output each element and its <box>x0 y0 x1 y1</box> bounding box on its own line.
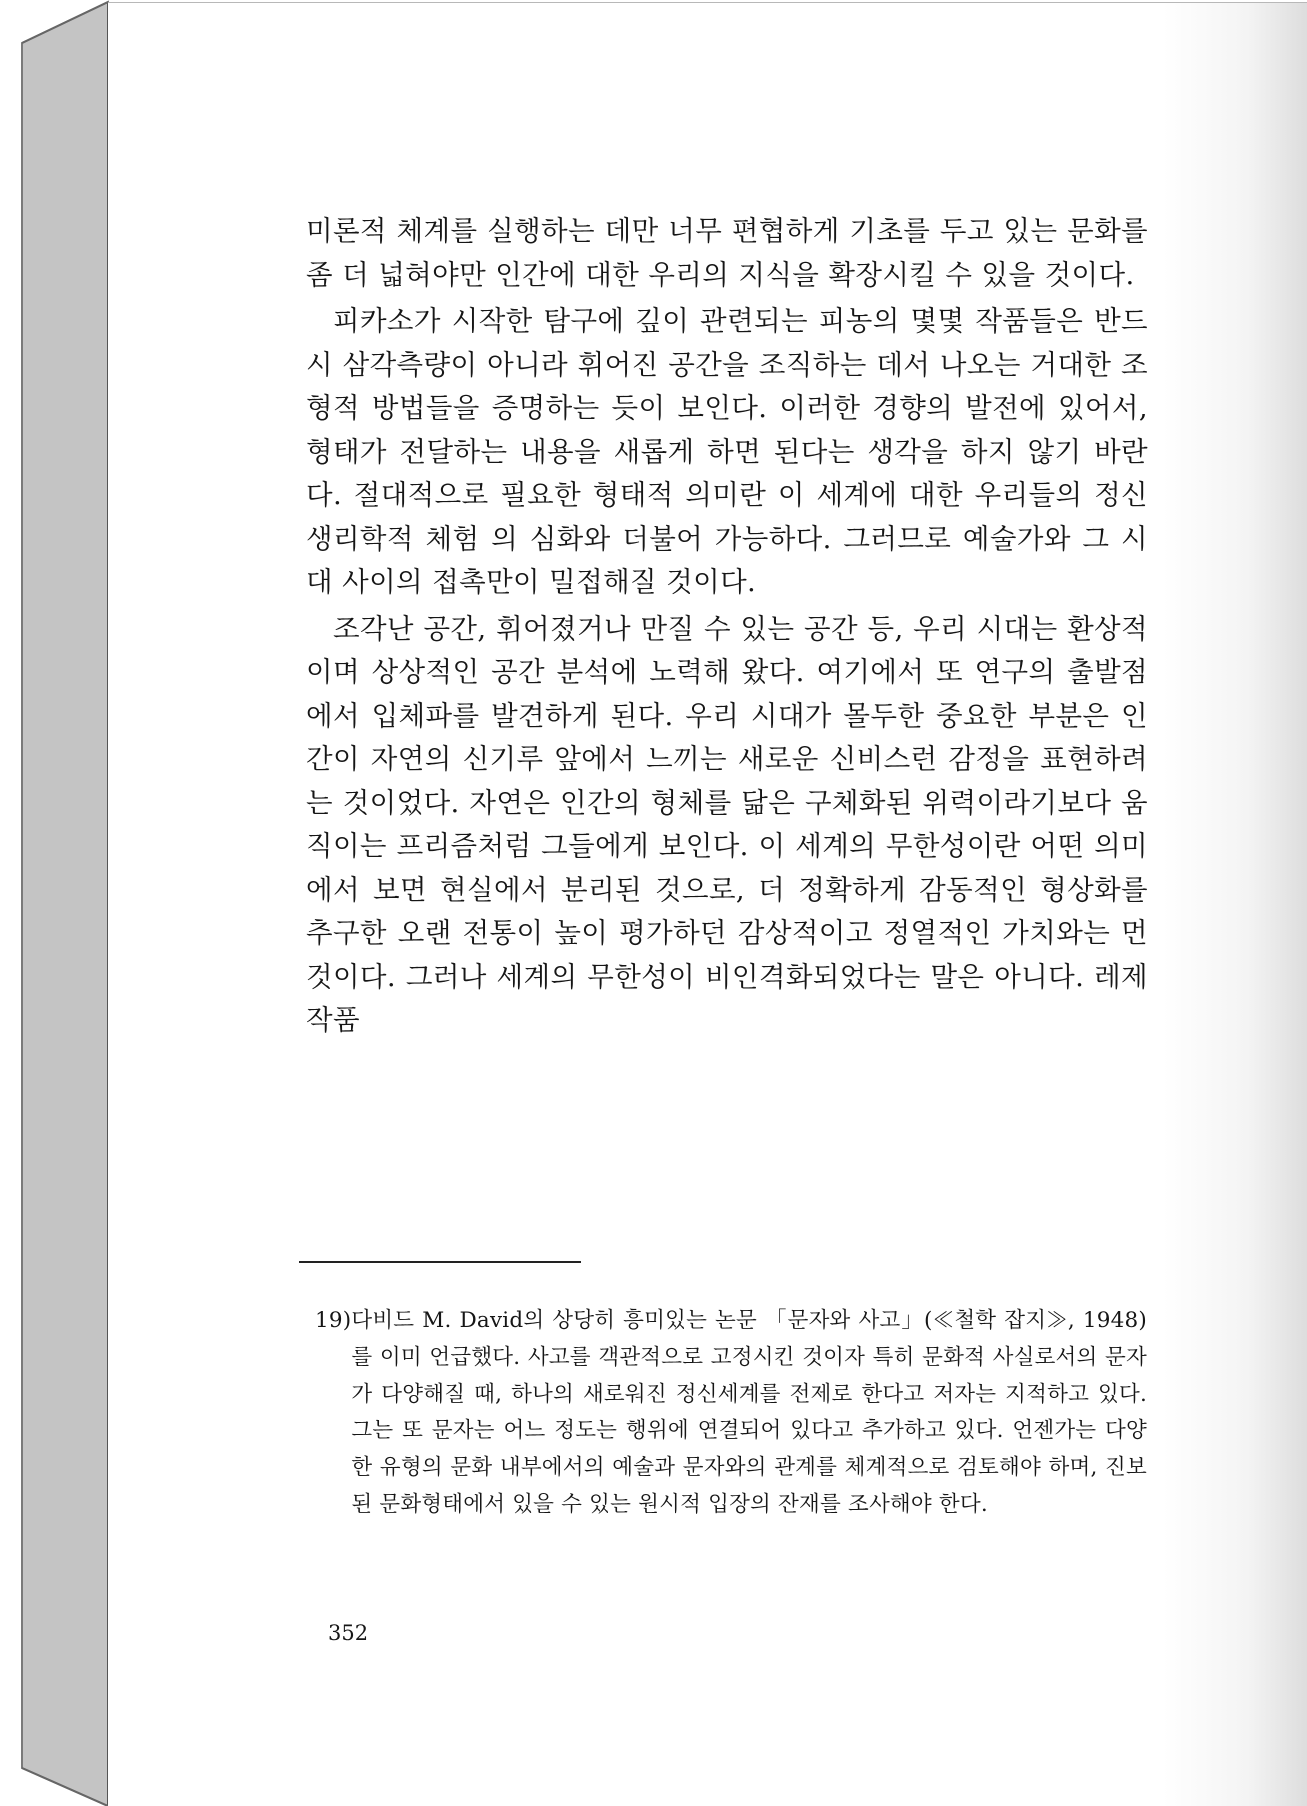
footnote <box>315 1303 1147 1524</box>
footnote-marker: 19) <box>315 1308 352 1333</box>
body-paragraph: 조각난 공간, 휘어졌거나 만질 수 있는 공간 등, 우리 시대는 환상적이며 상상적인 공간 분석에 노력해 왔다. 여기에서 또 연구의 출발점에서 입체파를 발견하게 된다. 우리 시대가 몰두한 중요한 부분은 인간이 자연의 신기루 앞에서 느끼는 새로운 신비스런 감정을 표현하려는 것이었다. 자연은 인간의 형체를 닮은 구체화된 위력이라기보다 움직이는 프리즘처럼 그들에게 보인다. 이 세계의 무한성이란 어떤 의미에서 보면 현실에서 분리된 것으로, 더 정확하게 감동적인 형상화를 추구한 오랜 전통이 높이 평가하던 감상적이고 정열적인 가치와는 먼 것이다. 그러나 세계의 무한성이 비인격화되었다는 말은 아니다. 레제 작품 <box>306 612 1148 1036</box>
body-paragraph: 피카소가 시작한 탐구에 깊이 관련되는 피농의 몇몇 작품들은 반드시 삼각측량이 아니라 휘어진 공간을 조직하는 데서 나오는 거대한 조형적 방법들을 증명하는 듯이 보인다. 이러한 경향의 발전에 있어서, 형태가 전달하는 내용을 새롭게 하면 된다는 생각을 하지 않기 바란다. 절대적으로 필요한 형태적 의미란 이 세계에 대한 우리들의 정신생리학적 체험 의 심화와 더불어 가능하다. 그러므로 예술가와 그 시대 사이의 접촉만이 밀접해질 것이다. <box>306 305 1148 598</box>
footnote-divider <box>299 1261 581 1263</box>
footnote-text: 다비드 M. David의 상당히 흥미있는 논문 「문자와 사고」(≪철학 잡지≫, 1948)를 이미 언급했다. 사고를 객관적으로 고정시킨 것이자 특히 문화적 사실로서의 문자가 다양해질 때, 하나의 새로워진 정신세계를 전제로 한다고 저자는 지적하고 있다. 그는 또 문자는 어느 정도는 행위에 연결되어 있다고 추가하고 있다. 언젠가는 다양한 유형의 문화 내부에서의 예술과 문자와의 관계를 체계적으로 검토해야 하며, 진보된 문화형태에서 있을 수 있는 원시적 입장의 잔재를 조사해야 한다. <box>351 1308 1147 1517</box>
body-text <box>306 210 1148 1046</box>
body-paragraph: 미론적 체계를 실행하는 데만 너무 편협하게 기초를 두고 있는 문화를 좀 더 넓혀야만 인간에 대한 우리의 지식을 확장시킬 수 있을 것이다. <box>306 215 1148 291</box>
page-number: 352 <box>328 1621 369 1645</box>
footnote-entry <box>315 1303 1147 1524</box>
spine-face <box>22 2 108 1806</box>
